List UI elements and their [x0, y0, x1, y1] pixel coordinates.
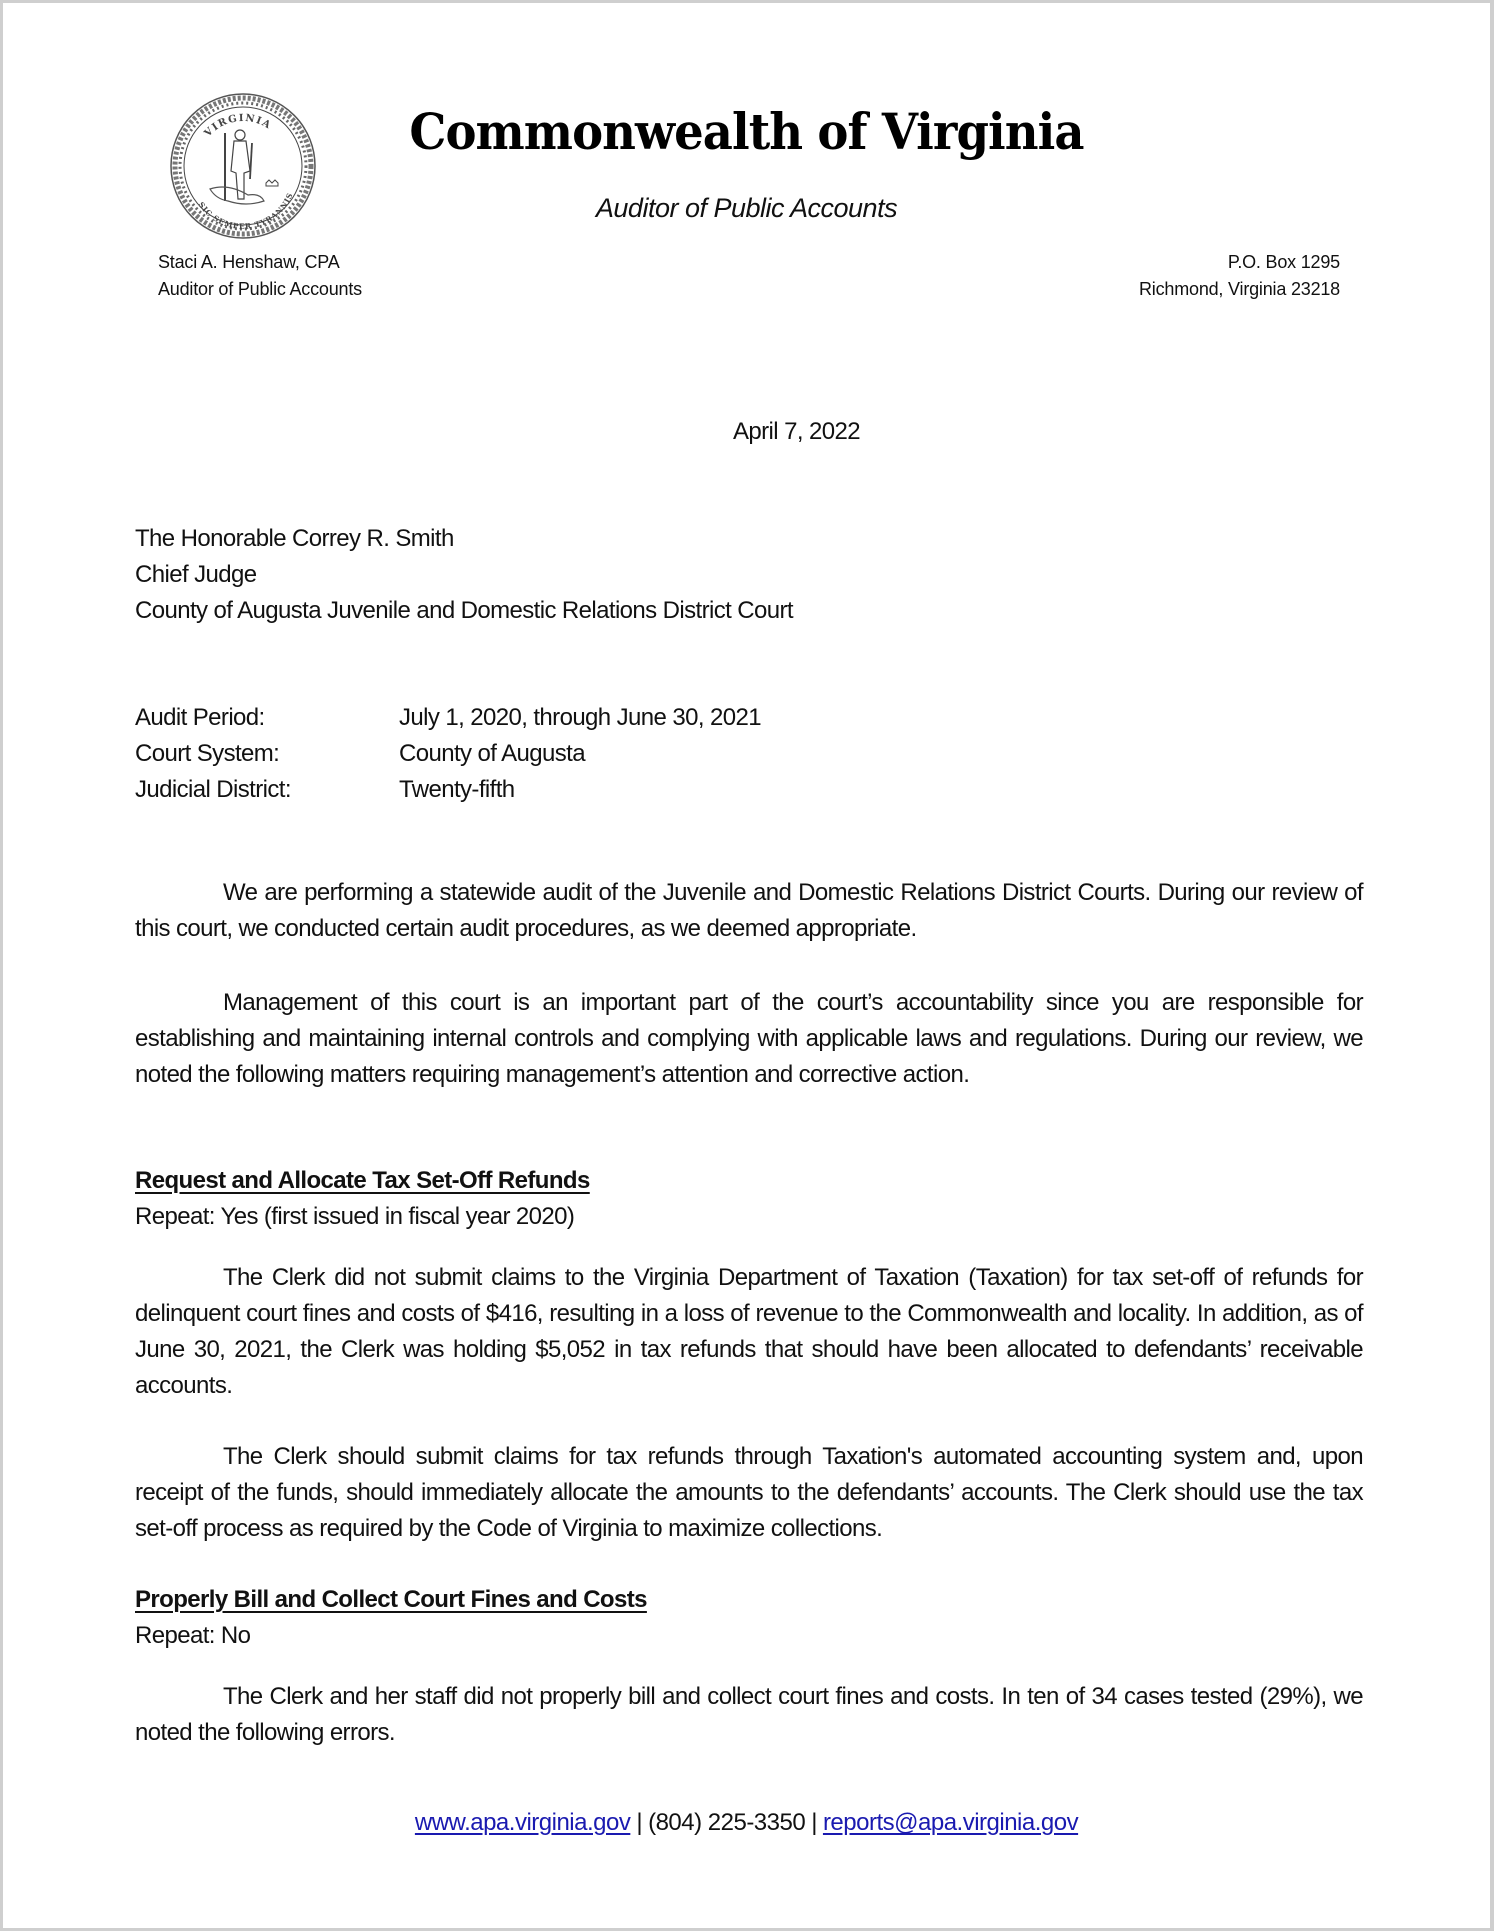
page-footer: [3, 1809, 1490, 1837]
letter-date: April 7, 2022: [733, 418, 860, 445]
audit-label: Judicial District:: [135, 776, 291, 803]
email-link[interactable]: reports@apa.virginia.gov: [822, 1809, 1079, 1836]
finding-heading: Request and Allocate Tax Set-Off Refunds: [135, 1167, 590, 1194]
audit-info-block: [135, 700, 761, 808]
audit-value: July 1, 2020, through June 30, 2021: [399, 704, 761, 731]
judicial-district-row: [135, 772, 761, 808]
po-box: P.O. Box 1295: [1227, 252, 1340, 272]
auditor-info: [158, 249, 362, 303]
finding-1-paragraph-1: The Clerk did not submit claims to the Virginia Department of Taxation (Taxation) for tax set-off of refunds for delinquent court fines and costs of $416, resulting in a loss of revenue to the Commonwealth and locality. In addition, as of June 30, 2021, the Clerk was holding $5,052 in tax refunds that should have been allocated to defendants’ receivable accounts.: [135, 1264, 1363, 1399]
recipient-block: [135, 521, 793, 629]
letter-page: [3, 3, 1490, 1928]
phone-number: (804) 225-3350: [648, 1809, 806, 1836]
court-system-row: [135, 736, 761, 772]
finding-repeat-status: Repeat: Yes (first issued in fiscal year 2020): [135, 1203, 575, 1230]
letterhead-subtitle: Auditor of Public Accounts: [595, 193, 898, 223]
city-state-zip: Richmond, Virginia 23218: [1139, 279, 1340, 299]
intro-paragraph-2: Management of this court is an important part of the court’s accountability since you are responsible for establishing and maintaining internal controls and complying with applicable laws and regulations. During our review, we noted the following matters requiring management’s attention and corrective action.: [135, 989, 1363, 1088]
footer-separator: |: [636, 1809, 643, 1836]
finding-1-header: [135, 1163, 590, 1235]
finding-repeat-status: Repeat: No: [135, 1622, 251, 1649]
finding-2-paragraph-1: The Clerk and her staff did not properly bill and collect court fines and costs. In ten of 34 cases tested (29%), we noted the following errors.: [135, 1683, 1363, 1746]
letterhead-title: Commonwealth of Virginia: [409, 102, 1084, 161]
svg-text:VIRGINIA: VIRGINIA: [202, 112, 274, 140]
recipient-court: County of Augusta Juvenile and Domestic Relations District Court: [135, 597, 793, 624]
mailing-address: [1139, 249, 1340, 303]
intro-paragraph-1: We are performing a statewide audit of the Juvenile and Domestic Relations District Courts. During our review of this court, we conducted certain audit procedures, as we deemed appropriate.: [135, 879, 1363, 942]
audit-label: Court System:: [135, 740, 280, 767]
auditor-name: Staci A. Henshaw, CPA: [158, 252, 340, 272]
audit-period-row: [135, 700, 761, 736]
auditor-title: Auditor of Public Accounts: [158, 279, 362, 299]
footer-separator: |: [811, 1809, 817, 1836]
audit-value: Twenty-fifth: [399, 776, 515, 803]
audit-label: Audit Period:: [135, 704, 265, 731]
audit-value: County of Augusta: [399, 740, 585, 767]
finding-heading: Properly Bill and Collect Court Fines and Costs: [135, 1586, 647, 1613]
finding-1-paragraph-2: The Clerk should submit claims for tax refunds through Taxation's automated accounting system and, upon receipt of the funds, should immediately allocate the amounts to the defendants’ accounts. The Clerk should use the tax set-off process as required by the Code of Virginia to maximize collections.: [135, 1443, 1363, 1542]
recipient-title: Chief Judge: [135, 561, 257, 588]
svg-text:SIC SEMPER TYRANNIS: SIC SEMPER TYRANNIS: [196, 191, 295, 232]
website-link[interactable]: www.apa.virginia.gov: [414, 1809, 631, 1836]
finding-2-header: [135, 1582, 647, 1654]
recipient-name: The Honorable Correy R. Smith: [135, 525, 454, 552]
